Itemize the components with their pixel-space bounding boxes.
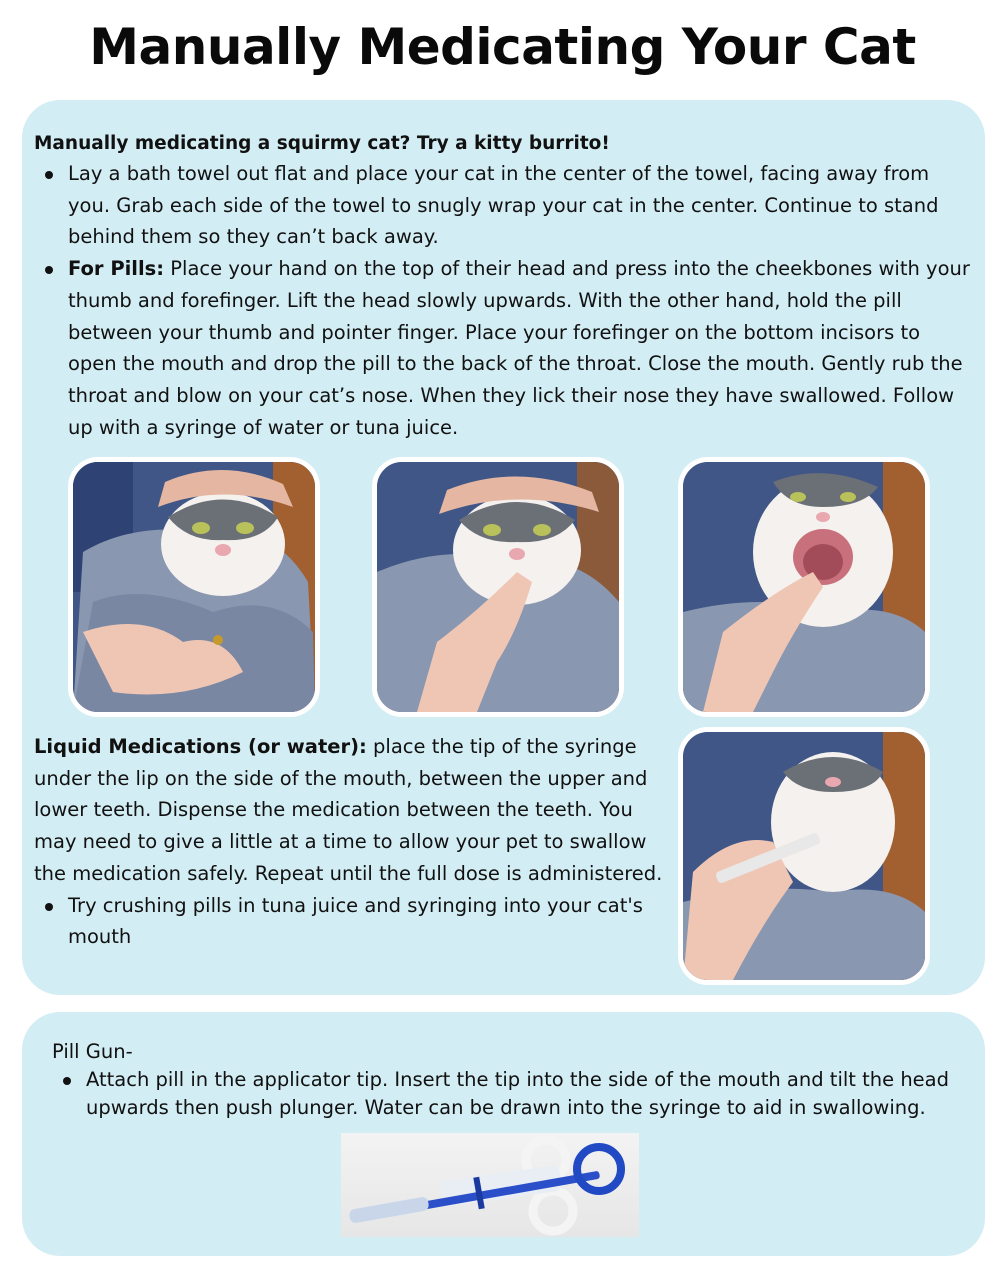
burrito-bullet-list bbox=[34, 158, 974, 443]
cat-photo-holding-pill bbox=[68, 457, 320, 717]
liquid-label: Liquid Medications (or water): bbox=[34, 735, 367, 758]
pills-instruction: Place your hand on the top of their head and press into the cheekbones with your thumb and forefinger. Lift the head slowly upwards. With the other hand, hold the pill between your thumb and pointer finger. Place your forefinger on the bottom incisors to open the mouth and drop the pill to the back of the throat. Close the mouth. Gently rub the throat and blow on your cat’s nose. When they lick their nose they have swallowed. Follow up with a syringe of water or tuna juice. bbox=[68, 257, 970, 439]
cat-photo-syringe bbox=[678, 727, 930, 985]
pill-gun-image bbox=[341, 1133, 639, 1237]
pills-label: For Pills: bbox=[68, 257, 165, 281]
liquid-instruction: place the tip of the syringe under the lip on the side of the mouth, between the upper and lower teeth. Dispense the medication between the teeth. You may need to give a little at a time to allow your pet to swallow the medication safely. Repeat until the full dose is administered. bbox=[34, 735, 663, 885]
liquid-bullet-list bbox=[34, 890, 674, 953]
cat-photo-opening-mouth bbox=[372, 457, 624, 717]
tuna-tip: Try crushing pills in tuna juice and syringing into your cat's mouth bbox=[68, 893, 643, 949]
list-item bbox=[34, 253, 974, 443]
list-item bbox=[52, 1066, 952, 1122]
page-title: Manually Medicating Your Cat bbox=[89, 18, 916, 76]
liquid-paragraph bbox=[34, 731, 674, 890]
burrito-heading: Manually medicating a squirmy cat? Try a kitty burrito! bbox=[34, 133, 610, 154]
pill-gun-bullet-list bbox=[52, 1066, 952, 1122]
cat-photo-mouth-open bbox=[678, 457, 930, 717]
list-item bbox=[34, 890, 674, 953]
list-item bbox=[34, 158, 974, 253]
towel-instruction: Lay a bath towel out flat and place your cat in the center of the towel, facing away from you. Grab each side of the towel to snugly wrap your cat in the center. Continue to stand behind them so they can’t back away. bbox=[68, 162, 939, 249]
liquid-medication-section bbox=[34, 731, 674, 953]
pill-gun-instruction: Attach pill in the applicator tip. Insert the tip into the side of the mouth and tilt the head upwards then push plunger. Water can be drawn into the syringe to aid in swallowing. bbox=[86, 1068, 950, 1119]
pill-gun-label: Pill Gun- bbox=[52, 1040, 133, 1063]
